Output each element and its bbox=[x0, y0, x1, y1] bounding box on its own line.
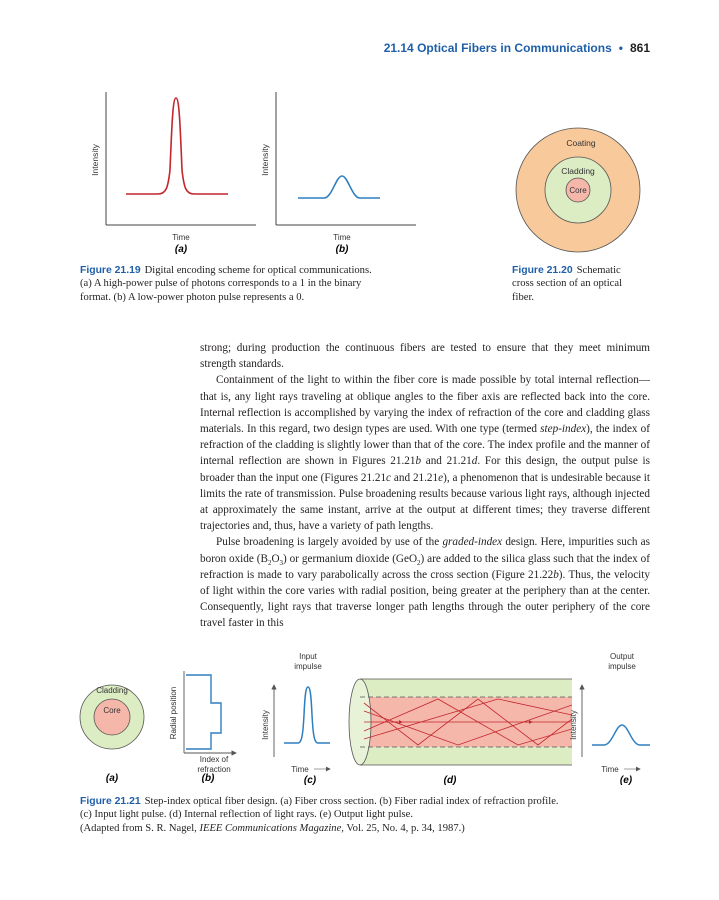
running-header bbox=[320, 41, 650, 55]
index-profile-step bbox=[186, 675, 221, 749]
fig21e-xlabel: Time bbox=[601, 765, 619, 774]
index-label-line1: Index of bbox=[199, 755, 229, 764]
header-bullet: • bbox=[618, 41, 623, 55]
fig21c-xlabel: Time bbox=[291, 765, 309, 774]
fig21-panel-c: (c) bbox=[303, 775, 317, 786]
input-label-line2: impulse bbox=[294, 662, 322, 671]
figure-21-20 bbox=[508, 120, 658, 260]
fig19b-ylabel: Intensity bbox=[260, 144, 270, 176]
fig21-panel-a: (a) bbox=[105, 773, 119, 784]
fig21-caption-line1: Step-index optical fiber design. (a) Fiber cross section. (b) Fiber radial index of refraction profile. bbox=[144, 796, 559, 807]
fig19-caption-line1: Digital encoding scheme for optical communications. bbox=[144, 265, 372, 276]
index-label-line2: refraction bbox=[197, 765, 231, 774]
fig20-caption-label: Figure 21.20 bbox=[512, 265, 573, 276]
fig19-panel-a: (a) bbox=[174, 244, 188, 255]
fig19a-xlabel: Time bbox=[172, 233, 190, 242]
low-power-pulse bbox=[298, 176, 380, 198]
fig19-caption-line3: format. (b) A low-power photon pulse represents a 0. bbox=[80, 291, 305, 303]
figure-21-21 bbox=[78, 645, 658, 795]
cladding-label: Cladding bbox=[561, 166, 595, 176]
fig20-caption bbox=[512, 264, 662, 304]
fig21c-ylabel: Intensity bbox=[261, 710, 270, 740]
fig21-panel-e: (e) bbox=[619, 775, 633, 786]
paragraph-2: Containment of the light to within the fiber core is made possible by total internal reflection—that is, any light rays traveling at oblique angles to the fiber axis are reflected back into the core. Internal reflection is accomplished by varying the index of refraction of the core and cladding glass materials. In this regard, two design types are used. With one type (termed step-index), the index of refraction of the cladding is slightly lower than that of the core. The index profile and the manner of internal reflection are shown in Figures 21.21b and 21.21d. For this design, the output pulse is broader than the input one (Figures 21.21c and 21.21e), a phenomenon that is undesirable because it limits the rate of transmission. Pulse broadening results because various light rays, although injected at approximately the same instant, arrive at the output at different times; they traverse different trajectories and, thus, have a variety of path lengths. bbox=[200, 374, 651, 533]
radial-position-label: Radial position bbox=[169, 686, 178, 740]
output-label-line2: impulse bbox=[608, 662, 636, 671]
input-label-line1: Input bbox=[299, 652, 317, 661]
fig21-caption-line3: (Adapted from S. R. Nagel, IEEE Communications Magazine, Vol. 25, No. 4, p. 34, 1987.) bbox=[80, 822, 465, 834]
fig21e-ylabel: Intensity bbox=[569, 710, 578, 740]
fig19-panel-b: (b) bbox=[335, 244, 349, 255]
output-pulse bbox=[592, 725, 650, 745]
body-text bbox=[200, 340, 650, 632]
page-number: 861 bbox=[629, 41, 650, 55]
paragraph-1: strong; during production the continuous fibers are tested to ensure that they meet minimum strength standards. bbox=[200, 342, 650, 371]
fig21-caption-label: Figure 21.21 bbox=[80, 796, 141, 807]
core-label: Core bbox=[569, 186, 587, 195]
fig19a-ylabel: Intensity bbox=[90, 144, 100, 176]
fig20-caption-line2: cross section of an optical bbox=[512, 278, 623, 290]
coating-label: Coating bbox=[566, 138, 596, 148]
fig21-caption-line2: (c) Input light pulse. (d) Internal reflection of light rays. (e) Output light pulse. bbox=[80, 809, 414, 821]
fig19b-xlabel: Time bbox=[333, 233, 351, 242]
fig21a-core bbox=[94, 699, 130, 735]
fig21-caption bbox=[80, 795, 660, 835]
section-title: 21.14 Optical Fibers in Communications bbox=[383, 41, 612, 55]
fig21-panel-b: (b) bbox=[201, 773, 215, 784]
figure-21-19 bbox=[80, 80, 420, 260]
input-pulse bbox=[284, 687, 330, 743]
fig19-caption-line2: (a) A high-power pulse of photons corresponds to a 1 in the binary bbox=[80, 278, 362, 290]
fig21a-core-label: Core bbox=[103, 706, 121, 715]
paragraph-3: Pulse broadening is largely avoided by use of the graded-index design. Here, impurities such as boron oxide $(B_2O_3)$ or germanium dioxide (GeO$_2$) are added to the silica glass such that the index of refraction is made to vary parabolically across the cross section (Figure 21.22b). Thus, the velocity of light within the core varies with radial position, being greater at the periphery than at the center. Consequently, light rays that traverse longer path lengths through the outer periphery of the core travel faster in this bbox=[200, 536, 650, 630]
fig20-caption-line3: fiber. bbox=[512, 291, 535, 303]
fig19-caption bbox=[80, 264, 440, 304]
output-label-line1: Output bbox=[609, 652, 635, 661]
high-power-pulse bbox=[126, 98, 228, 194]
fig21a-cladding-label: Cladding bbox=[96, 686, 128, 695]
fig20-caption-line1: Schematic bbox=[576, 265, 621, 276]
fig21-panel-d: (d) bbox=[443, 775, 457, 786]
fig19-caption-label: Figure 21.19 bbox=[80, 265, 141, 276]
